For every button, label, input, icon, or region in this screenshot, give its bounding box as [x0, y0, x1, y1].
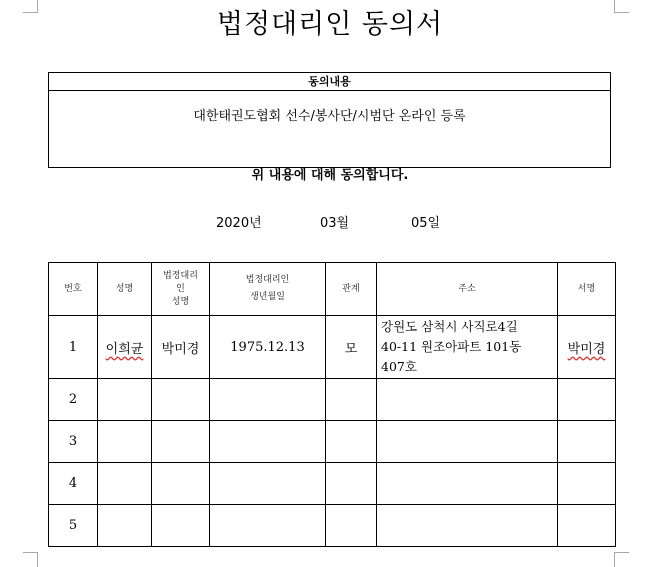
header-relation: 관계	[326, 263, 377, 316]
table-row	[49, 316, 616, 379]
cell-empty[interactable]	[210, 421, 326, 463]
consent-body: 대한태권도협회 선수/봉사단/시범단 온라인 등록	[193, 109, 466, 124]
date-month: 03월	[320, 216, 350, 231]
document-title: 법정대리인 동의서	[216, 9, 444, 40]
cell-empty[interactable]	[98, 505, 152, 547]
table-header-row	[49, 263, 616, 316]
cell-empty[interactable]	[98, 379, 152, 421]
date-year: 2020년	[216, 216, 262, 231]
cell-guardian-name: 박미경	[152, 316, 210, 379]
cell-address	[377, 316, 558, 379]
header-guardian-name	[152, 263, 210, 316]
cell-signature	[558, 316, 616, 379]
header-line: 생년월일	[250, 292, 285, 302]
address-line: 40-11 원조아파트 101동	[381, 339, 522, 354]
cell-number: 4	[49, 463, 98, 505]
table-row	[49, 505, 616, 547]
cell-empty[interactable]	[558, 421, 616, 463]
cell-number: 5	[49, 505, 98, 547]
cell-empty[interactable]	[326, 463, 377, 505]
cell-empty[interactable]	[210, 379, 326, 421]
cell-name-text: 이희균	[105, 341, 144, 357]
cell-empty[interactable]	[152, 505, 210, 547]
header-guardian-birth	[210, 263, 326, 316]
table-row	[49, 379, 616, 421]
header-line: 성명	[171, 296, 190, 307]
header-line: 인	[176, 283, 185, 294]
cell-empty[interactable]	[152, 379, 210, 421]
cell-birth: 1975.12.13	[210, 316, 326, 379]
cell-empty[interactable]	[558, 505, 616, 547]
cell-empty[interactable]	[558, 463, 616, 505]
cell-name	[98, 316, 152, 379]
address-line: 407호	[381, 359, 417, 374]
cell-empty[interactable]	[210, 505, 326, 547]
guardian-table	[48, 262, 616, 547]
cell-relation: 모	[326, 316, 377, 379]
cell-empty[interactable]	[326, 379, 377, 421]
cell-empty[interactable]	[377, 421, 558, 463]
cell-number: 2	[49, 379, 98, 421]
cell-empty[interactable]	[377, 463, 558, 505]
header-line: 법정대리	[163, 270, 198, 281]
header-address: 주소	[377, 263, 558, 316]
cell-empty[interactable]	[326, 505, 377, 547]
cell-signature-text: 박미경	[567, 341, 606, 357]
agreement-statement: 위 내용에 대해 동의합니다.	[251, 168, 409, 183]
cell-empty[interactable]	[377, 379, 558, 421]
cell-empty[interactable]	[152, 421, 210, 463]
header-number: 번호	[49, 263, 98, 316]
consent-box	[48, 72, 611, 168]
header-name: 성명	[98, 263, 152, 316]
cell-number: 3	[49, 421, 98, 463]
cell-empty[interactable]	[210, 463, 326, 505]
table-row	[49, 463, 616, 505]
cell-empty[interactable]	[326, 421, 377, 463]
address-line: 강원도 삼척시 사직로4길	[381, 319, 518, 334]
header-line: 법정대리인	[245, 275, 290, 285]
page-corner-mark	[614, 552, 629, 567]
consent-header: 동의내용	[49, 73, 610, 91]
cell-empty[interactable]	[98, 421, 152, 463]
cell-number: 1	[49, 316, 98, 379]
page-corner-mark	[23, 552, 38, 567]
cell-empty[interactable]	[558, 379, 616, 421]
cell-empty[interactable]	[152, 463, 210, 505]
date-day: 05일	[411, 216, 441, 231]
header-signature: 서명	[558, 263, 616, 316]
cell-empty[interactable]	[377, 505, 558, 547]
cell-empty[interactable]	[98, 463, 152, 505]
table-row	[49, 421, 616, 463]
